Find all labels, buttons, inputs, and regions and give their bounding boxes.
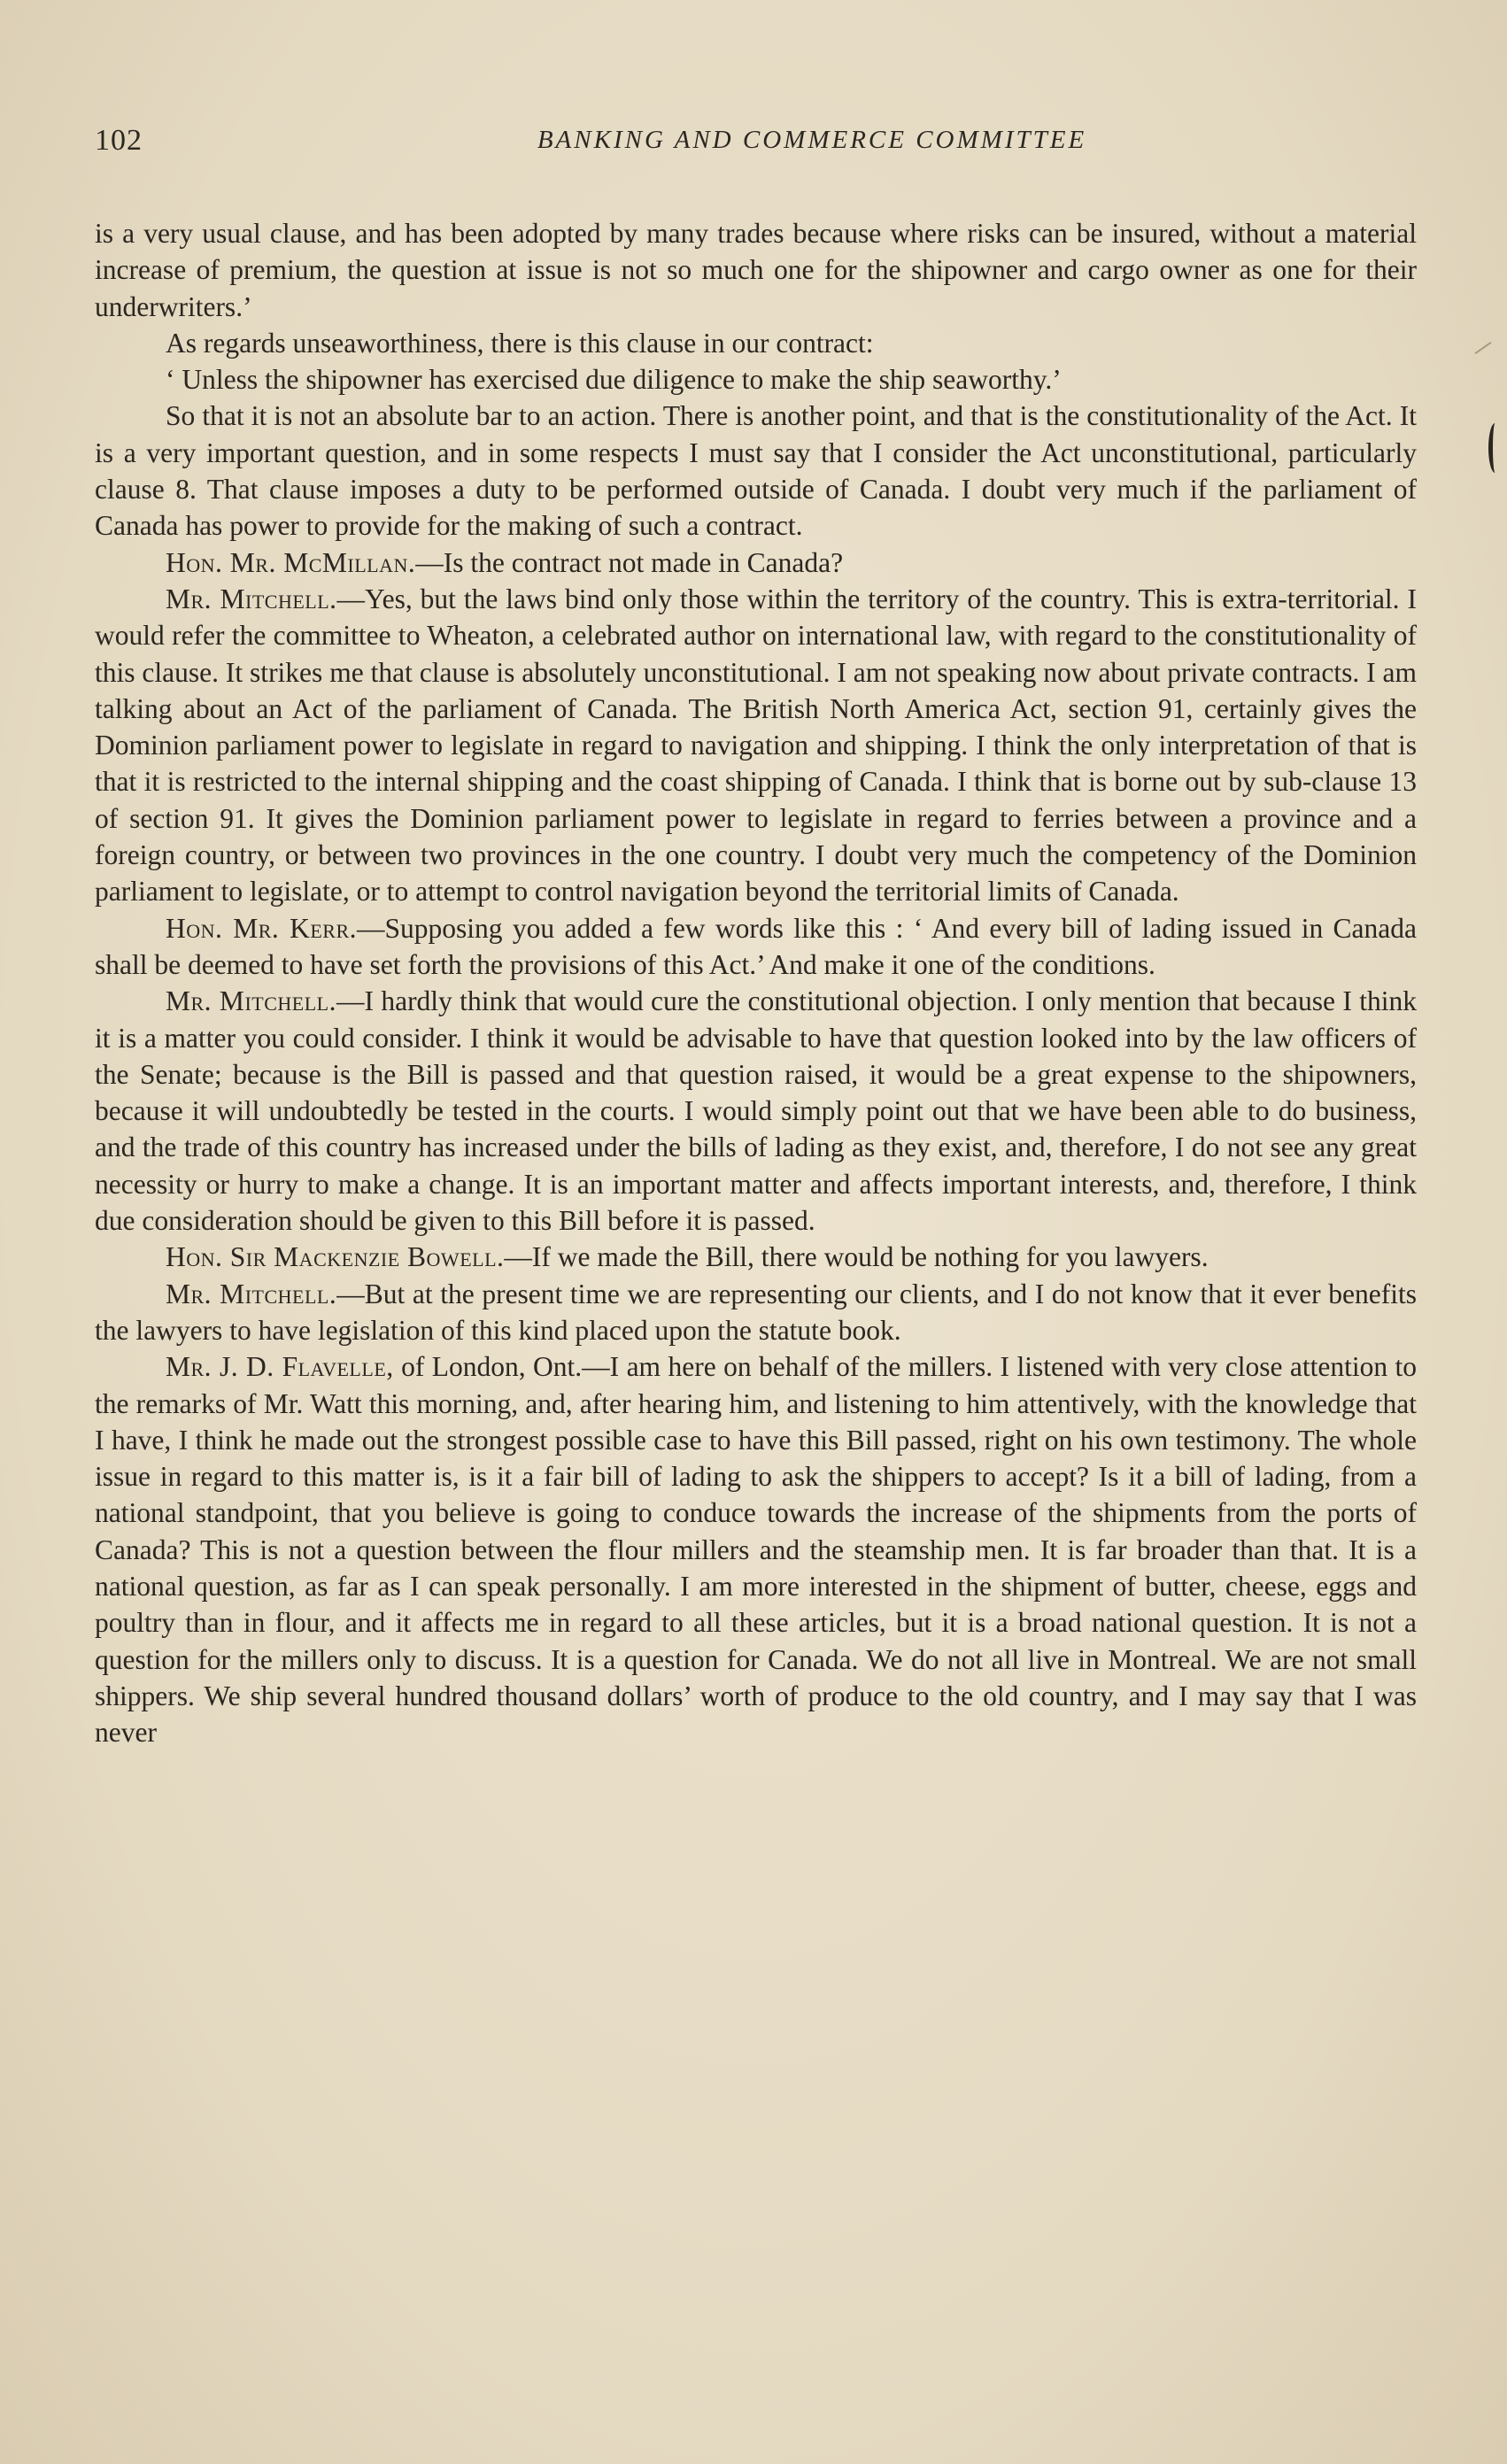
paper-speck: [1474, 342, 1491, 354]
paragraph-text: —I hardly think that would cure the constitutional objection. I only mention that because I think it is a matter you could consider. I think it would be advisable to have that question looked into by the law officers of the Senate; because is the Bill is passed and that question raised, it would be a great expense to the shipowners, because it will undoubtedly be tested in the courts. I would simply point out that we have been able to do business, and the trade of this country has increased under the bills of lading as they exist, and, therefore, I do not see any great necessity or hurry to make a change. It is an important matter and affects important interests, and, therefore, I think due consideration should be given to this Bill before it is passed.: [95, 985, 1417, 1237]
running-head: [95, 124, 1423, 165]
paragraph-text: is a very usual clause, and has been adopted by many trades because where risks can be insured, without a material increase of premium, the question at issue is not so much one for the shipowner and cargo owner as one for their underwriters.’: [95, 218, 1417, 322]
paragraph: [95, 581, 1417, 910]
paragraph-text: So that it is not an absolute bar to an action. There is another point, and that is the constitutionality of the Act. It is a very important question, and in some respects I must say that I consider the Act unconstitutional, particularly clause 8. That clause imposes a duty to be performed outside of Canada. I doubt very much if the parliament of Canada has power to provide for the making of such a contract.: [95, 400, 1417, 542]
paragraph-text: —Yes, but the laws bind only those within the territory of the country. This is extra-territorial. I would refer the committee to Wheaton, a celebrated author on international law, with regard to the constitutionality of this clause. It strikes me that clause is absolutely unconstitutional. I am not speaking now about private contracts. I am talking about an Act of the parliament of Canada. The British North America Act, section 91, certainly gives the Dominion parliament power to legislate in regard to navigation and shipping. I think the only interpretation of that is that it is restricted to the internal shipping and the coast shipping of Canada. I think that is borne out by sub-clause 13 of section 91. It gives the Dominion parliament power to legislate in regard to ferries between a province and a foreign country, or between two provinces in the one country. I doubt very much the competency of the Dominion parliament to legislate, or to attempt to control navigation beyond the territorial limits of Canada.: [95, 583, 1417, 908]
speaker-name: Hon. Mr. Kerr.: [166, 912, 358, 944]
paragraph: [95, 545, 1417, 581]
paragraph-text: As regards unseaworthiness, there is this clause in our contract:: [166, 327, 874, 359]
paragraph: [95, 361, 1417, 398]
paragraph: [95, 1239, 1417, 1275]
speaker-name: Mr. Mitchell.: [166, 1278, 337, 1309]
speaker-name: Mr. Mitchell.: [166, 985, 336, 1017]
speaker-name: Hon. Sir Mackenzie Bowell.: [166, 1241, 505, 1273]
paragraph-text: of London, Ont.—I am here on behalf of the millers. I listened with very close attention to the remarks of Mr. Watt this morning, and, after hearing him, and listening to him attentively, with the knowledge that I have, I think he made out the strongest possible case to have this Bill passed, right on his own testimony. The whole issue in regard to this matter is, is it a fair bill of lading to ask the shippers to accept? Is it a bill of lading, from a national standpoint, that you believe is going to conduce towards the increase of the shipments from the ports of Canada? This is not a question between the flour millers and the steamship men. It is far broader than that. It is a national question, as far as I can speak personally. I am more interested in the shipment of butter, cheese, eggs and poultry than in flour, and it affects me in regard to all these articles, but it is a broad national question. It is not a question for the millers only to discuss. It is a question for Canada. We do not all live in Montreal. We are not small shippers. We ship several hundred thousand dollars’ worth of produce to the old country, and I may say that I was never: [95, 1351, 1418, 1749]
speaker-name: Hon. Mr. McMillan.: [166, 546, 416, 578]
paragraph: [95, 1276, 1417, 1349]
paragraph: [95, 398, 1417, 544]
paragraph-text: ‘ Unless the shipowner has exercised due diligence to make the ship seaworthy.’: [166, 364, 1062, 396]
page-number: 102: [95, 124, 143, 157]
margin-mark: [1488, 423, 1502, 473]
speaker-name: Mr. Mitchell.: [166, 583, 337, 614]
paragraph: [95, 910, 1417, 984]
paragraph: [95, 983, 1417, 1239]
paragraph-text: —Supposing you added a few words like this : ‘ And every bill of lading issued in Canada shall be deemed to have set forth the provisions of this Act.’ And make it one of the conditions.: [95, 912, 1417, 980]
running-title: BANKING AND COMMERCE COMMITTEE: [537, 126, 1087, 154]
paragraph: [95, 215, 1417, 325]
body-text: [95, 215, 1417, 1750]
speaker-name: Mr. J. D. Flavelle,: [166, 1351, 394, 1383]
paragraph-text: —If we made the Bill, there would be nothing for you lawyers.: [504, 1241, 1209, 1273]
paragraph-text: —Is the contract not made in Canada?: [415, 546, 844, 578]
paragraph-text: —But at the present time we are representing our clients, and I do not know that it ever benefits the lawyers to have legislation of this kind placed upon the statute book.: [95, 1278, 1417, 1346]
paragraph: [95, 325, 1417, 361]
paragraph: [95, 1348, 1417, 1750]
